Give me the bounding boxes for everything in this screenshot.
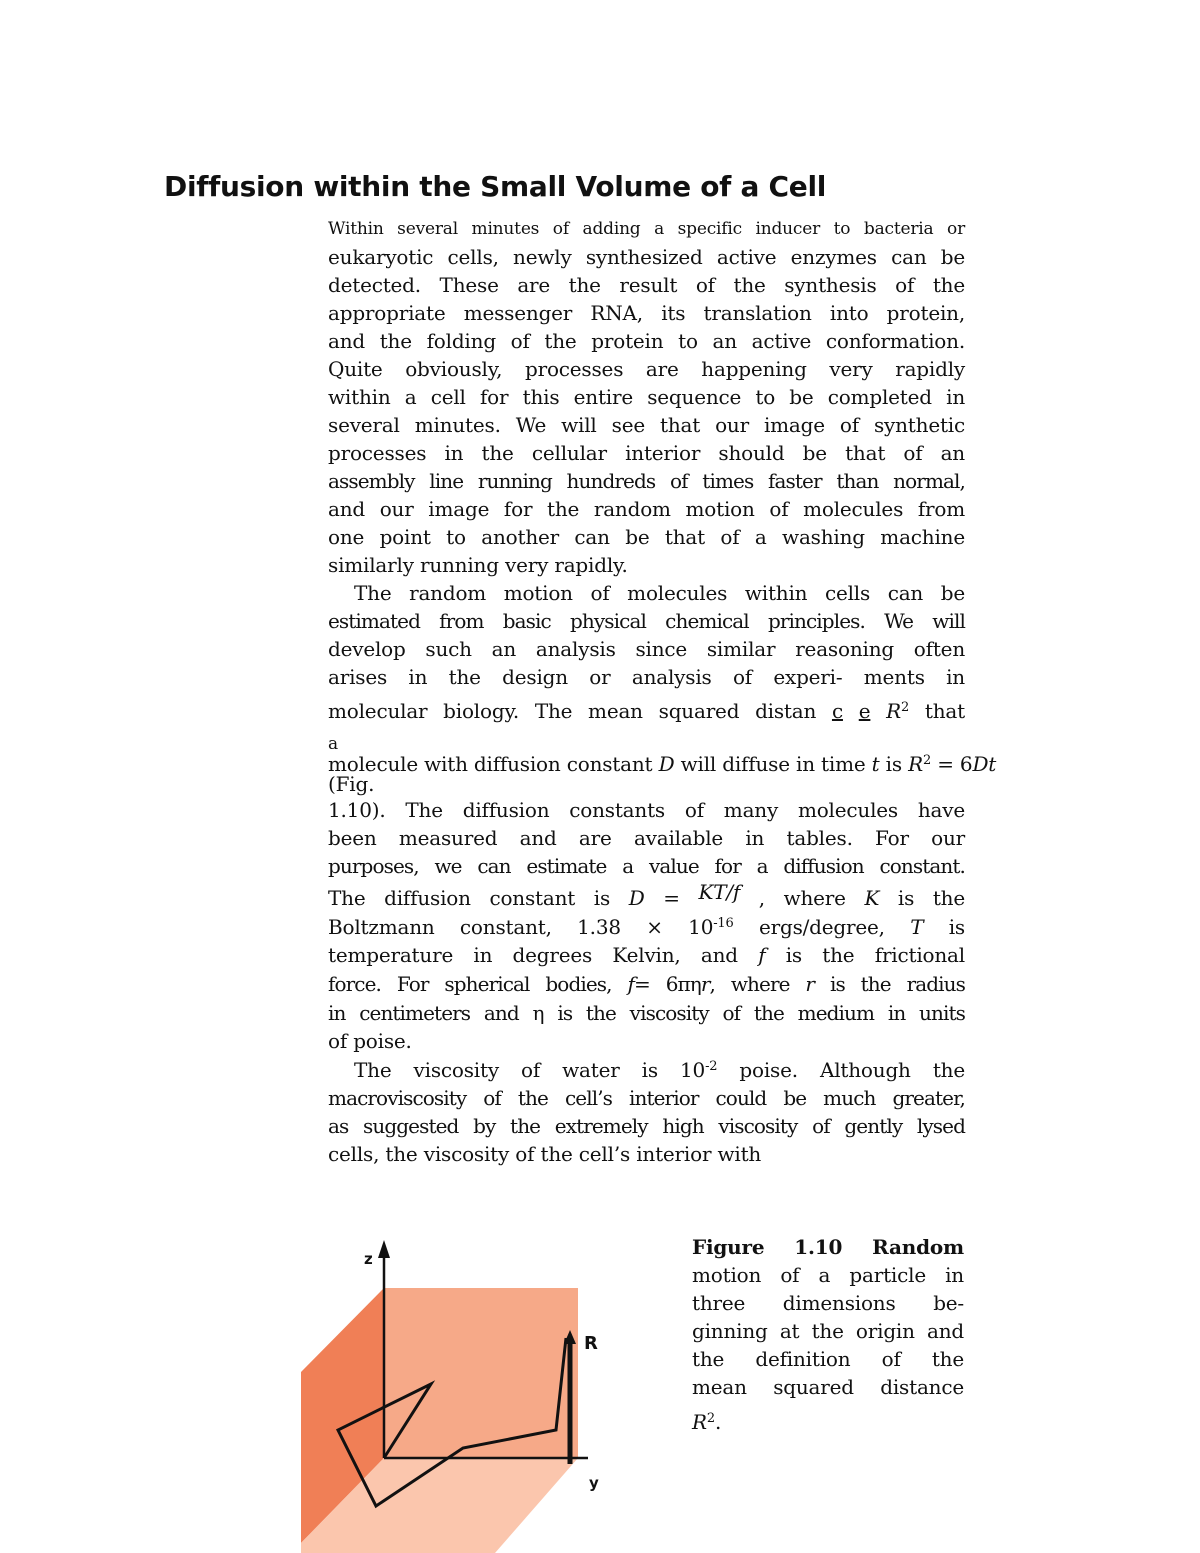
body-line: in centimeters and η is the viscosity of the medium in units [328,1001,965,1025]
z-axis-arrowhead [378,1240,390,1258]
body-line: The diffusion constant is D = KT/f , where K is the [328,880,965,910]
body-line: several minutes. We will see that our image of synthetic [328,413,965,437]
body-line: and the folding of the protein to an active conformation. [328,329,965,353]
R-label: R [584,1333,598,1354]
body-line: Within several minutes of adding a specific inducer to bacteria or [328,219,965,239]
body-line: Boltzmann constant, $1.38 \times 10^{-16}$ ergs/degree, T is [328,915,965,939]
body-line: of poise. [328,1029,412,1053]
body-line: processes in the cellular interior should be that of an [328,441,965,465]
body-line: Quite obviously, processes are happening very rapidly [328,357,965,381]
figure-caption-line: mean squared distance [692,1375,964,1399]
body-line: develop such an analysis since similar reasoning often [328,637,965,661]
body-line: estimated from basic physical chemical principles. We will [328,609,965,633]
body-line: within a cell for this entire sequence to be completed in [328,385,965,409]
body-line: as suggested by the extremely high viscosity of gently lysed [328,1114,965,1138]
body-line: macroviscosity of the cell’s interior could be much greater, [328,1086,965,1110]
body-line: The viscosity of water is $10^{-2}$ poise. Although the [354,1058,965,1082]
section-heading: Diffusion within the Small Volume of a Cell [164,170,827,203]
body-line: eukaryotic cells, newly synthesized active enzymes can be [328,245,965,269]
body-line: appropriate messenger RNA, its translation into protein, [328,301,965,325]
body-line: and our image for the random motion of molecules from [328,497,965,521]
body-line: arises in the design or analysis of experi- ments in [328,665,965,689]
figure-caption-line: Figure 1.10 Random [692,1235,964,1259]
body-line: detected. These are the result of the synthesis of the [328,273,965,297]
body-line: molecular biology. The mean squared distan c e $R^2$ that [328,699,965,723]
body-line: a [328,734,338,754]
body-line: 1.10). The diffusion constants of many molecules have [328,798,965,822]
y-axis-label: y [589,1474,599,1492]
body-line: assembly line running hundreds of times faster than normal, [328,469,965,493]
body-line: cells, the viscosity of the cell’s interior with [328,1142,762,1166]
body-line: purposes, we can estimate a value for a diffusion constant. [328,854,965,878]
body-line: similarly running very rapidly. [328,553,628,577]
body-line: one point to another can be that of a washing machine [328,525,965,549]
random-walk-figure [298,1236,618,1553]
body-line: been measured and are available in tables. For our [328,826,965,850]
figure-caption-line: ginning at the origin and [692,1319,964,1343]
figure-caption-line: motion of a particle in [692,1263,964,1287]
body-line: molecule with diffusion constant D will diffuse in time t is $R^2 = 6Dt$ [328,752,997,776]
body-line: temperature in degrees Kelvin, and f is the frictional [328,943,965,967]
body-line: force. For spherical bodies, f= 6πηr, where r is the radius [328,972,965,996]
body-line: (Fig. [328,772,375,796]
figure-caption-line: the definition of the [692,1347,964,1371]
figure-caption-line: three dimensions be- [692,1291,964,1315]
figure-caption-line: $R^2$. [692,1410,722,1434]
z-axis-label: z [364,1250,373,1268]
body-line: The random motion of molecules within cells can be [354,581,965,605]
